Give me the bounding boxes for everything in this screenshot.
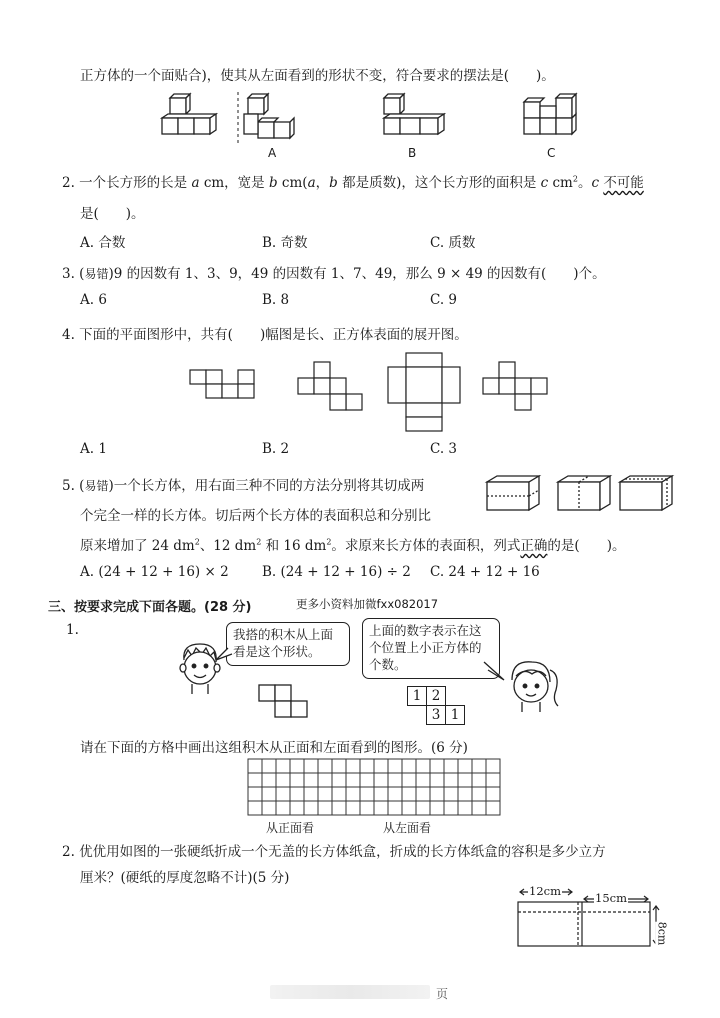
grid-cell[interactable] [402, 759, 416, 773]
grid-cell[interactable] [360, 759, 374, 773]
q1-option-a-figure [244, 92, 304, 144]
q5-option-b[interactable]: B. (24 + 12 + 16) ÷ 2 [262, 564, 411, 580]
q5-option-c[interactable]: C. 24 + 12 + 16 [430, 564, 540, 580]
q4-net-4 [483, 362, 563, 418]
dim-12cm: 12cm [529, 884, 561, 898]
grid-cell[interactable] [486, 759, 500, 773]
grid-cell[interactable] [486, 801, 500, 815]
q3-option-a[interactable]: A. 6 [80, 292, 107, 308]
grid-cell[interactable] [444, 759, 458, 773]
grid-cell[interactable] [262, 787, 276, 801]
grid-cell[interactable] [346, 759, 360, 773]
grid-cell[interactable] [360, 773, 374, 787]
grid-cell[interactable] [248, 759, 262, 773]
grid-cell[interactable] [472, 787, 486, 801]
grid-cell[interactable] [248, 773, 262, 787]
count-cell: 2 [426, 686, 446, 706]
grid-cell[interactable] [332, 801, 346, 815]
count-cell: 3 [426, 705, 446, 725]
grid-cell[interactable] [486, 787, 500, 801]
grid-cell[interactable] [332, 787, 346, 801]
q2-option-b[interactable]: B. 奇数 [262, 235, 308, 251]
grid-cell[interactable] [346, 787, 360, 801]
q3-stem: 3. (易错)9 的因数有 1、3、9，49 的因数有 1、7、49，那么 9 × 49 的因数有( )个。 [62, 266, 606, 282]
grid-cell[interactable] [388, 801, 402, 815]
grid-cell[interactable] [304, 801, 318, 815]
section3-title: 三、按要求完成下面各题。(28 分) [48, 600, 252, 615]
grid-cell[interactable] [290, 801, 304, 815]
q2-option-c[interactable]: C. 质数 [430, 235, 476, 251]
grid-cell[interactable] [444, 801, 458, 815]
count-grid [407, 686, 465, 726]
grid-cell[interactable] [304, 787, 318, 801]
q4-net-3 [388, 353, 468, 433]
grid-cell[interactable] [402, 801, 416, 815]
grid-cell[interactable] [262, 759, 276, 773]
q1-option-b-figure [380, 92, 450, 142]
q5-cuboid-cut-vertical [556, 474, 616, 514]
dim-15cm: 15cm [595, 891, 627, 905]
grid-cell[interactable] [290, 759, 304, 773]
grid-cell[interactable] [486, 773, 500, 787]
grid-cell[interactable] [332, 773, 346, 787]
grid-cell[interactable] [318, 773, 332, 787]
q3-option-c[interactable]: C. 9 [430, 292, 458, 308]
q3-option-b[interactable]: B. 8 [262, 292, 290, 308]
grid-cell[interactable] [402, 773, 416, 787]
q5-option-a[interactable]: A. (24 + 12 + 16) × 2 [80, 564, 229, 580]
grid-cell[interactable] [290, 773, 304, 787]
grid-cell[interactable] [318, 801, 332, 815]
grid-cell[interactable] [472, 773, 486, 787]
q4-option-a[interactable]: A. 1 [80, 441, 107, 457]
grid-cell[interactable] [430, 773, 444, 787]
grid-cell[interactable] [304, 759, 318, 773]
grid-cell[interactable] [290, 787, 304, 801]
page-footer: 页 [436, 987, 449, 1001]
divider-dashed [236, 92, 240, 144]
grid-cell[interactable] [444, 773, 458, 787]
p2-stem-line2: 厘米？(硬纸的厚度忽略不计)(5 分) [80, 870, 290, 886]
grid-cell[interactable] [332, 759, 346, 773]
girl-speech-bubble: 上面的数字表示在这个位置上小正方体的个数。 [362, 618, 500, 679]
dim-8cm: 8cm [655, 921, 669, 946]
q4-option-b[interactable]: B. 2 [262, 441, 290, 457]
q4-net-1 [190, 370, 270, 410]
boy-speech-bubble: 我搭的积木从上面看是这个形状。 [226, 622, 350, 666]
grid-cell[interactable] [318, 787, 332, 801]
q4-option-c[interactable]: C. 3 [430, 441, 458, 457]
grid-cell[interactable] [444, 787, 458, 801]
q2-stem-line2: 是( )。 [80, 206, 145, 222]
grid-cell[interactable] [248, 801, 262, 815]
grid-cell[interactable] [374, 773, 388, 787]
q5-stem-line1: 5. (易错)一个长方体，用右面三种不同的方法分别将其切成两 [62, 478, 425, 494]
q5-emphasis: 正确 [520, 538, 548, 554]
grid-cell[interactable] [276, 773, 290, 787]
grid-cell[interactable] [416, 759, 430, 773]
grid-cell[interactable] [346, 801, 360, 815]
p1-instruction: 请在下面的方格中画出这组积木从正面和左面看到的图形。(6 分) [80, 740, 468, 756]
grid-cell[interactable] [360, 801, 374, 815]
count-cell: 1 [407, 686, 427, 706]
grid-cell[interactable] [388, 759, 402, 773]
top-view-shape [258, 684, 328, 724]
q1-stem-continued: 正方体的一个面贴合)，使其从左面看到的形状不变，符合要求的摆法是( )。 [80, 68, 555, 84]
q2-option-a[interactable]: A. 合数 [80, 235, 126, 251]
grid-cell[interactable] [304, 773, 318, 787]
grid-cell[interactable] [262, 801, 276, 815]
grid-cell[interactable] [374, 759, 388, 773]
grid-cell[interactable] [430, 759, 444, 773]
q5-cuboid-cut-horizontal [485, 474, 545, 514]
q5-stem-line3: 原来增加了 24 $dm^2$、12 $dm^2$ 和 16 $dm^2$。求原来长方体的表面积，列式正确的是( )。 [80, 537, 626, 554]
grid-cell[interactable] [388, 773, 402, 787]
grid-cell[interactable] [388, 787, 402, 801]
p1-number: 1. [66, 622, 79, 638]
q1-original-figure [158, 92, 228, 142]
q2-emphasis: 不可能 [603, 175, 644, 191]
count-cell: 1 [445, 705, 465, 725]
q5-stem-line2: 个完全一样的长方体。切后两个长方体的表面积总和分别比 [80, 508, 431, 524]
grid-cell[interactable] [458, 759, 472, 773]
grid-cell[interactable] [360, 787, 374, 801]
section3-note: 更多小资料加微fxx082017 [296, 597, 439, 611]
q3-tag: 易错 [84, 267, 109, 281]
label-front-view: 从正面看 [266, 821, 315, 835]
grid-cell[interactable] [458, 773, 472, 787]
q5-tag: 易错 [84, 479, 109, 493]
grid-cell[interactable] [458, 801, 472, 815]
bubble-tail-boy [216, 648, 232, 662]
q1-option-b-label[interactable]: B [408, 146, 417, 160]
grid-cell[interactable] [458, 787, 472, 801]
grid-cell[interactable] [430, 801, 444, 815]
q2-stem-line1: 2. 一个长方形的长是 a cm，宽是 b cm(a，b 都是质数)，这个长方形的面积是 c $cm^2$。c 不可能 [62, 174, 644, 191]
girl-cartoon-icon [502, 656, 562, 716]
grid-cell[interactable] [472, 759, 486, 773]
grid-cell[interactable] [416, 773, 430, 787]
grid-cell[interactable] [430, 787, 444, 801]
grid-cell[interactable] [276, 759, 290, 773]
grid-cell[interactable] [416, 801, 430, 815]
grid-cell[interactable] [472, 801, 486, 815]
grid-cell[interactable] [318, 759, 332, 773]
grid-cell[interactable] [276, 787, 290, 801]
drawing-grid[interactable] [246, 758, 502, 816]
q4-stem: 4. 下面的平面图形中，共有( )幅图是长、正方体表面的展开图。 [62, 327, 468, 343]
grid-cell[interactable] [262, 773, 276, 787]
bubble-tail-girl [484, 660, 506, 682]
q4-net-2 [298, 362, 378, 418]
grid-cell[interactable] [346, 773, 360, 787]
grid-cell[interactable] [248, 787, 262, 801]
label-left-view: 从左面看 [383, 821, 432, 835]
q5-cuboid-cut-depth [618, 474, 678, 514]
q1-option-c-figure [520, 92, 590, 142]
grid-cell[interactable] [276, 801, 290, 815]
grid-cell[interactable] [374, 787, 388, 801]
grid-cell[interactable] [374, 801, 388, 815]
q1-option-c-label[interactable]: C [547, 146, 556, 160]
p2-stem-line1: 2. 优优用如图的一张硬纸折成一个无盖的长方体纸盒，折成的长方体纸盒的容积是多少立方 [62, 844, 606, 860]
q1-option-a-label[interactable]: A [268, 146, 277, 160]
watermark-bar [270, 985, 430, 999]
grid-cell[interactable] [402, 787, 416, 801]
grid-cell[interactable] [416, 787, 430, 801]
